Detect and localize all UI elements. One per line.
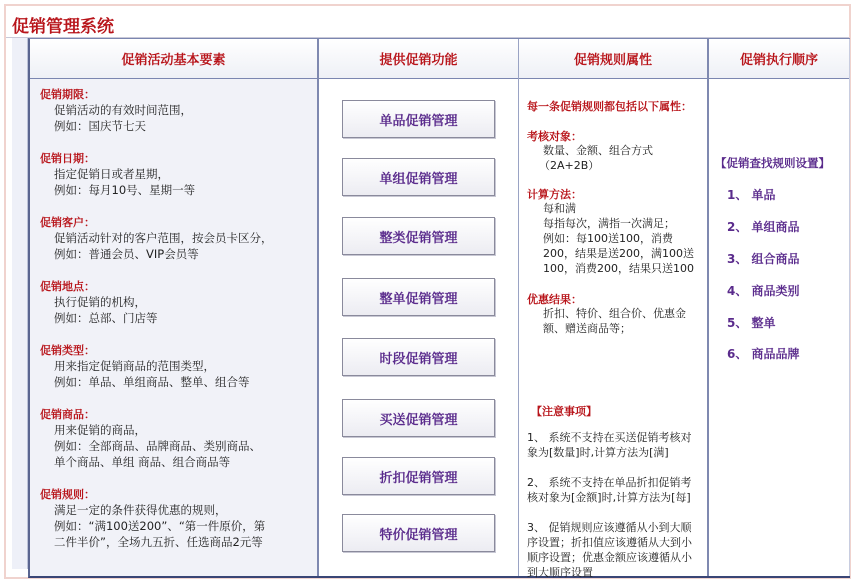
order-item: 1、 单品 [727,188,776,202]
element-date [40,151,195,198]
rule-benefit-line: 额、赠送商品等； [543,322,631,335]
rule-assess-line: 数量、金额、组合方式 [543,144,653,157]
rule-assess-name: 考核对象： [527,130,582,143]
left-strip [12,38,28,569]
single-group-promo-button[interactable]: 单组促销管理 [342,158,495,196]
element-desc: 满足一定的条件获得优惠的规则， [54,503,227,517]
rule-calc-line: 每指每次，满指一次满足； [543,217,675,230]
discount-promo-button[interactable]: 折扣促销管理 [342,457,495,495]
element-example: 例如：总部、门店等 [54,311,158,325]
rule-calc-line: 例如：每100送100，消费 [543,232,673,245]
element-period [40,87,192,134]
note-line: 3、 促销规则应该遵循从小到大顺 [527,521,692,534]
element-desc: 指定促销日或者星期， [54,167,169,181]
rule-calc-line: 每和满 [543,202,576,215]
element-name: 促销客户： [40,216,95,229]
functions-header: 提供促销功能 [319,39,518,79]
order-title: 【促销查找规则设置】 [715,156,830,170]
element-name: 促销类型： [40,344,95,357]
order-body [709,79,849,576]
rule-benefit-line: 折扣、特价、组合价、优惠金 [543,307,686,320]
elements-header: 促销活动基本要素 [30,39,317,79]
rules-intro: 每一条促销规则都包括以下属性： [527,100,692,113]
elements-body [30,79,317,576]
element-example: 例如：单品、单组商品、整单、组合等 [54,375,250,389]
functions-body [319,79,518,576]
element-customer [40,215,273,262]
buy-gift-promo-button[interactable]: 买送促销管理 [342,399,495,437]
special-price-promo-button[interactable]: 特价促销管理 [342,514,495,552]
order-item: 6、 商品品牌 [727,347,800,361]
note-line: 序设置；折扣值应该遵循从大到小 [527,536,692,549]
element-type [40,343,250,390]
order-item: 4、 商品类别 [727,284,800,298]
rule-calc-line: 100，消费200，结果只送100 [543,262,694,275]
note-line: 到大顺序设置 [527,566,593,579]
rule-calc-name: 计算方法： [527,188,582,201]
category-promo-button[interactable]: 整类促销管理 [342,217,495,255]
element-example: 例如：每月10号、星期一等 [54,183,196,197]
element-name: 促销期限： [40,88,95,101]
rules-column [519,39,709,579]
page-title: 促销管理系统 [12,17,114,37]
functions-column [319,39,519,576]
element-name: 促销日期： [40,152,95,165]
rules-header: 促销规则属性 [519,39,707,79]
element-example: 例如：“满100送200”、“第一件原价，第 [54,519,266,533]
element-desc: 促销活动的有效时间范围， [54,103,192,117]
order-column [709,39,850,576]
rule-assess-line: （2A+2B） [539,159,600,172]
single-item-promo-button[interactable]: 单品促销管理 [342,100,495,138]
note-line: 2、 系统不支持在单品折扣促销考 [527,476,692,489]
element-desc: 执行促销的机构， [54,295,146,309]
note-line: 象为[数量]时,计算方法为[满] [527,446,669,459]
time-period-promo-button[interactable]: 时段促销管理 [342,338,495,376]
overview-grid [28,38,850,578]
element-name: 促销规则： [40,488,95,501]
title-bar [6,6,849,38]
element-example: 单个商品、单组 商品、组合商品等 [54,455,231,469]
element-example: 例如：普通会员、VIP会员等 [54,247,199,261]
whole-order-promo-button[interactable]: 整单促销管理 [342,278,495,316]
notes-title: 【注意事项】 [531,405,597,418]
note-line: 顺序设置；优惠金额应该遵循从小 [527,551,692,564]
rule-benefit-name: 优惠结果： [527,293,582,306]
element-example: 例如：全部商品、品牌商品、类别商品、 [54,439,261,453]
element-desc: 促销活动针对的客户范围，按会员卡区分， [54,231,273,245]
element-example: 二件半价”，全场九五折、任选商品2元等 [54,535,263,549]
order-item: 2、 单组商品 [727,220,800,234]
order-item: 3、 组合商品 [727,252,800,266]
element-name: 促销地点： [40,280,95,293]
elements-column [30,39,319,576]
element-rule [40,487,265,550]
element-name: 促销商品： [40,408,95,421]
element-goods [40,407,261,470]
note-line: 1、 系统不支持在买送促销考核对 [527,431,692,444]
rule-calc-line: 200，结果是送200，满100送 [543,247,694,260]
order-item: 5、 整单 [727,316,776,330]
order-header: 促销执行顺序 [709,39,849,79]
element-location [40,279,158,326]
element-example: 例如：国庆节七天 [54,119,146,133]
element-desc: 用来促销的商品， [54,423,146,437]
note-line: 核对象为[金额]时,计算方法为[每] [527,491,691,504]
element-desc: 用来指定促销商品的范围类型， [54,359,215,373]
rules-body [519,79,707,579]
